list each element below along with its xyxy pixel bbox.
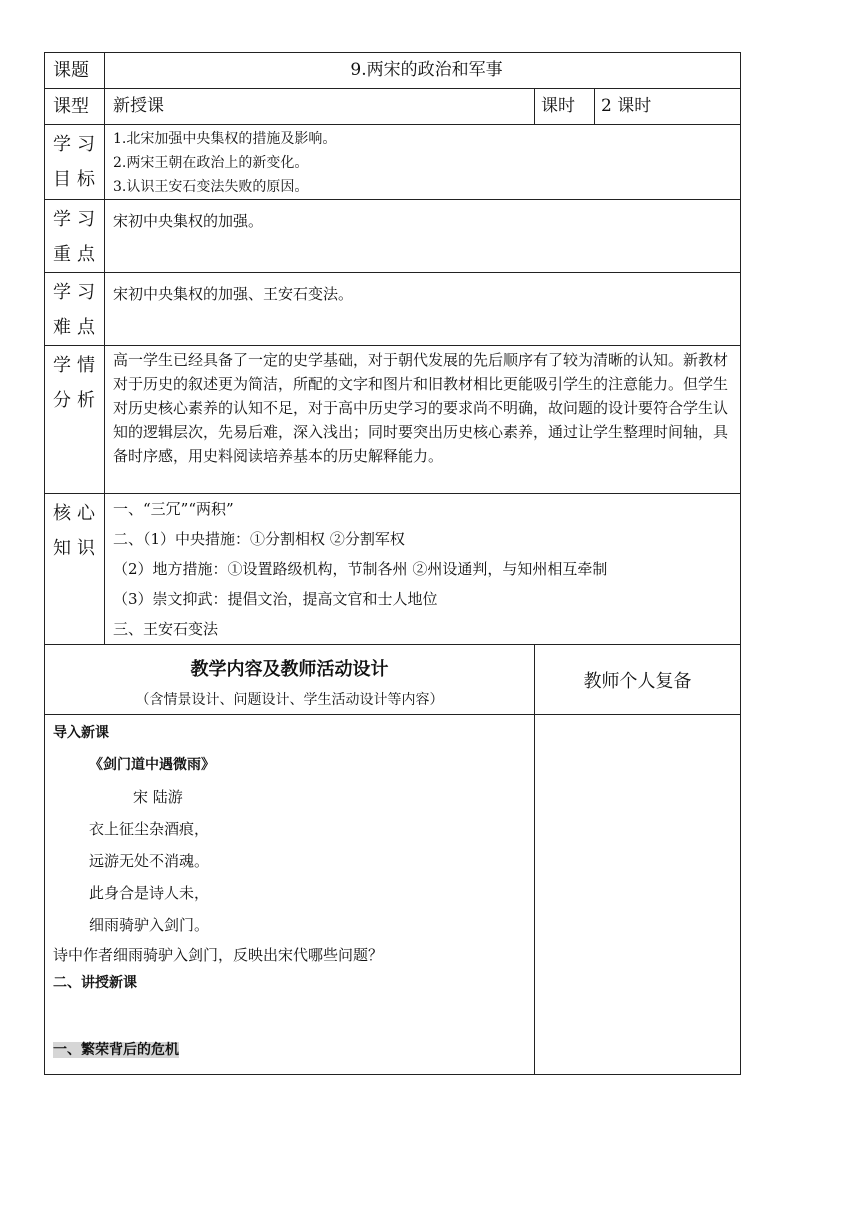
- design-subtitle: （含情景设计、问题设计、学生活动设计等内容）: [135, 692, 444, 708]
- type-value: 新授课: [105, 89, 535, 125]
- difficulty-text: 宋初中央集权的加强、王安石变法。: [105, 273, 741, 346]
- goals-row: [45, 125, 741, 200]
- key-point-row: [45, 200, 741, 273]
- design-header-row: [45, 645, 741, 715]
- key-point-text: 宋初中央集权的加强。: [105, 200, 741, 273]
- design-body-row: [45, 715, 741, 1075]
- topic-label: 课题: [45, 53, 105, 89]
- side-title: 教师个人复备: [535, 645, 741, 715]
- analysis-label: 学情分析: [45, 346, 105, 494]
- difficulty-row: [45, 273, 741, 346]
- hours-label: 课时: [535, 89, 595, 125]
- core-item: （3）崇文抑武：提倡文治，提高文官和士人地位: [113, 590, 438, 608]
- core-list: [105, 494, 741, 645]
- type-row: [45, 89, 741, 125]
- analysis-text: 高一学生已经具备了一定的史学基础，对于朝代发展的先后顺序有了较为清晰的认知。新教材对于历史的叙述更为简洁，所配的文字和图片和旧教材相比更能吸引学生的注意能力。但学生对历史核心素养的认知不足，对于高中历史学习的要求尚不明确，故问题的设计要符合学生认知的逻辑层次，先易后难，深入浅出；同时要突出历史核心素养，通过让学生整理时间轴，具备时序感，用史料阅读培养基本的历史解释能力。: [105, 346, 741, 494]
- topic-row: [45, 53, 741, 89]
- side-notes: [535, 715, 741, 1075]
- poem-line: 衣上征尘杂酒痕，: [89, 820, 210, 838]
- core-item: 二、（1）中央措施：①分割相权 ②分割军权: [113, 530, 405, 548]
- hours-value: 2 课时: [595, 89, 741, 125]
- core-item: 一、“三冗”“两积”: [113, 500, 234, 518]
- type-label: 课型: [45, 89, 105, 125]
- poem-line: 此身合是诗人未，: [89, 884, 210, 902]
- key-point-label: 学习重点: [45, 200, 105, 273]
- section-heading: 一、繁荣背后的危机: [53, 1042, 179, 1058]
- core-item: （2）地方措施：①设置路级机构，节制各州 ②州设通判，与知州相互牵制: [113, 560, 608, 578]
- poem-line: 远游无处不消魂。: [89, 852, 210, 870]
- poem-line: 细雨骑驴入剑门。: [89, 916, 210, 934]
- difficulty-label: 学习难点: [45, 273, 105, 346]
- goal-item: 2.两宋王朝在政治上的新变化。: [113, 155, 309, 171]
- poem-title: 《剑门道中遇微雨》: [89, 757, 215, 773]
- design-body: [45, 715, 535, 1075]
- goal-item: 3.认识王安石变法失败的原因。: [113, 179, 309, 195]
- section-heading-wrap: [45, 1039, 534, 1061]
- lesson-plan-sheet: [44, 52, 740, 1075]
- goals-label: 学习目标: [45, 125, 105, 200]
- lesson-plan-table: [44, 52, 741, 1075]
- poem-author: 宋 陆游: [133, 788, 183, 806]
- design-header: [45, 645, 535, 715]
- core-row: [45, 494, 741, 645]
- analysis-row: [45, 346, 741, 494]
- goals-list: [105, 125, 741, 200]
- intro-question: 诗中作者细雨骑驴入剑门，反映出宋代哪些问题？: [53, 946, 384, 964]
- topic-value: 9.两宋的政治和军事: [105, 53, 741, 89]
- core-label: 核心知识: [45, 494, 105, 645]
- teach-heading: 二、讲授新课: [53, 975, 137, 991]
- intro-heading: 导入新课: [53, 725, 109, 741]
- design-title: 教学内容及教师活动设计: [190, 659, 389, 680]
- goal-item: 1.北宋加强中央集权的措施及影响。: [113, 131, 337, 147]
- core-item: 三、王安石变法: [113, 620, 219, 638]
